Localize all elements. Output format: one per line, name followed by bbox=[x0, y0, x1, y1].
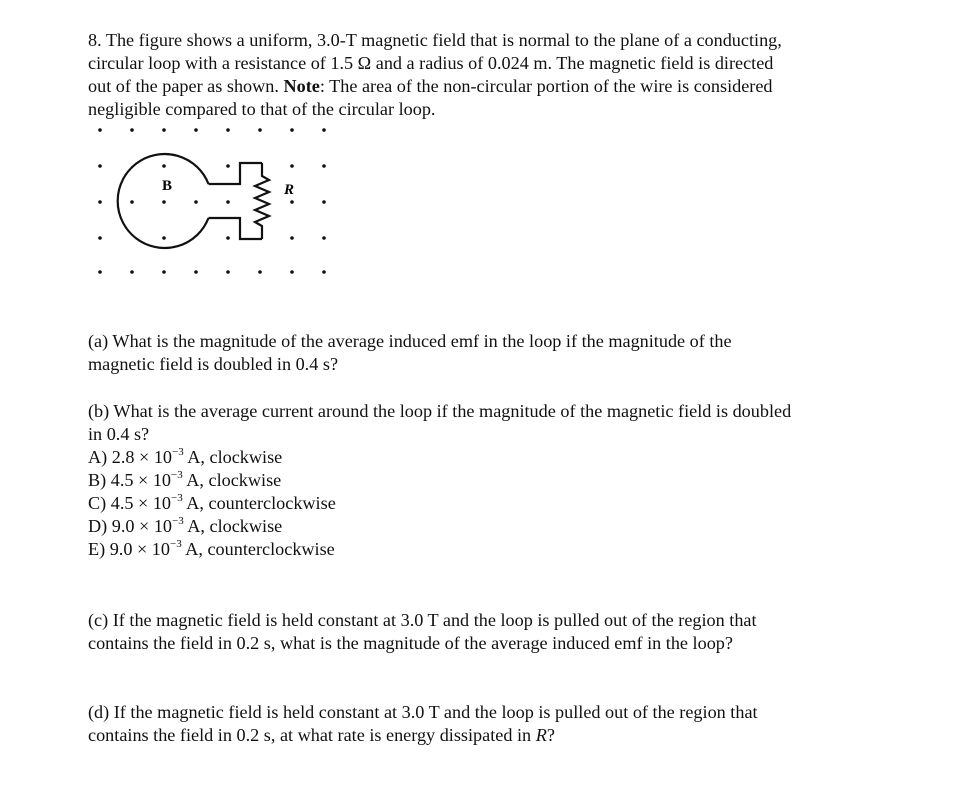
field-dot bbox=[226, 128, 230, 132]
choice-c[interactable] bbox=[88, 492, 888, 515]
field-dot bbox=[290, 200, 294, 204]
intro-line-3 bbox=[88, 75, 888, 98]
field-dot bbox=[98, 164, 102, 168]
resistor-label: R bbox=[284, 182, 295, 198]
field-dot bbox=[226, 164, 230, 168]
lower-lead-wire bbox=[209, 218, 263, 239]
field-dot bbox=[194, 128, 198, 132]
choice-e-value: E) 9.0 × 10 bbox=[88, 539, 170, 559]
choice-c-unit: A, counterclockwise bbox=[182, 493, 336, 513]
question-part-d bbox=[88, 701, 888, 747]
field-dot bbox=[322, 200, 326, 204]
intro-line-2: circular loop with a resistance of 1.5 Ω and a radius of 0.024 m. The magnetic field is directed bbox=[88, 53, 774, 73]
note-label: Note bbox=[283, 76, 320, 96]
field-dot bbox=[258, 128, 262, 132]
choice-e-exponent: −3 bbox=[170, 537, 182, 550]
upper-lead-wire bbox=[209, 163, 263, 184]
field-dot bbox=[290, 164, 294, 168]
field-dot bbox=[130, 128, 134, 132]
field-dot bbox=[322, 270, 326, 274]
field-dot bbox=[322, 128, 326, 132]
choice-e[interactable] bbox=[88, 538, 888, 561]
field-dot bbox=[258, 270, 262, 274]
field-dot bbox=[98, 270, 102, 274]
note-text: : The area of the non-circular portion of the wire is considered bbox=[319, 76, 773, 96]
field-dot bbox=[290, 128, 294, 132]
part-c-line-2: contains the field in 0.2 s, what is the magnitude of the average induced emf in the loop? bbox=[88, 633, 733, 653]
choice-d-unit: A, clockwise bbox=[183, 516, 283, 536]
field-dot bbox=[226, 200, 230, 204]
part-c-line-1: (c) If the magnetic field is held constant at 3.0 T and the loop is pulled out of the region that bbox=[88, 610, 757, 630]
choice-c-value: C) 4.5 × 10 bbox=[88, 493, 172, 513]
field-dot bbox=[162, 128, 166, 132]
choice-a[interactable] bbox=[88, 446, 888, 469]
field-dot bbox=[162, 164, 166, 168]
field-dot bbox=[130, 200, 134, 204]
problem-intro bbox=[88, 29, 888, 121]
field-dot bbox=[322, 164, 326, 168]
field-dot bbox=[226, 236, 230, 240]
field-dot bbox=[194, 200, 198, 204]
choice-d-value: D) 9.0 × 10 bbox=[88, 516, 173, 536]
choice-e-unit: A, counterclockwise bbox=[181, 539, 335, 559]
choice-d[interactable] bbox=[88, 515, 888, 538]
part-d-line-1: (d) If the magnetic field is held constant at 3.0 T and the loop is pulled out of the region that bbox=[88, 702, 758, 722]
resistor-symbol: R bbox=[535, 725, 547, 745]
field-dot bbox=[322, 236, 326, 240]
choice-a-unit: A, clockwise bbox=[183, 447, 283, 467]
field-dot bbox=[162, 200, 166, 204]
field-dot bbox=[162, 236, 166, 240]
choice-b-exponent: −3 bbox=[171, 468, 183, 481]
field-label: B bbox=[162, 178, 173, 194]
field-dot bbox=[98, 128, 102, 132]
choice-b[interactable] bbox=[88, 469, 888, 492]
field-dot bbox=[98, 200, 102, 204]
question-mark: ? bbox=[546, 725, 555, 745]
conducting-loop bbox=[118, 154, 269, 248]
choice-b-value: B) 4.5 × 10 bbox=[88, 470, 172, 490]
magnetic-field-dots bbox=[98, 128, 326, 274]
part-d-line-2 bbox=[88, 724, 888, 747]
choice-a-exponent: −3 bbox=[172, 445, 184, 458]
field-dot bbox=[130, 270, 134, 274]
choice-c-exponent: −3 bbox=[171, 491, 183, 504]
part-b-line-1: (b) What is the average current around the loop if the magnitude of the magnetic field is doubled bbox=[88, 401, 792, 421]
question-part-c bbox=[88, 609, 888, 655]
field-dot bbox=[194, 270, 198, 274]
field-dot bbox=[290, 270, 294, 274]
part-a-line-1: (a) What is the magnitude of the average induced emf in the loop if the magnitude of the bbox=[88, 331, 732, 351]
part-b-line-2: in 0.4 s? bbox=[88, 424, 150, 444]
intro-line-1: 8. The figure shows a uniform, 3.0-T magnetic field that is normal to the plane of a conducting, bbox=[88, 30, 782, 50]
field-dot bbox=[98, 236, 102, 240]
question-part-b bbox=[88, 400, 888, 561]
field-dot bbox=[162, 270, 166, 274]
part-a-line-2: magnetic field is doubled in 0.4 s? bbox=[88, 354, 339, 374]
question-part-a bbox=[88, 330, 888, 376]
magnetic-loop-figure bbox=[80, 122, 340, 287]
choice-b-unit: A, clockwise bbox=[182, 470, 282, 490]
intro-line-3-text: out of the paper as shown. bbox=[88, 76, 279, 96]
part-d-line-2-text: contains the field in 0.2 s, at what rate is energy dissipated in bbox=[88, 725, 536, 745]
resistor-zigzag bbox=[255, 163, 269, 239]
choice-a-value: A) 2.8 × 10 bbox=[88, 447, 173, 467]
intro-line-4: negligible compared to that of the circular loop. bbox=[88, 99, 436, 119]
field-dot bbox=[290, 236, 294, 240]
choice-d-exponent: −3 bbox=[172, 514, 184, 527]
field-dot bbox=[226, 270, 230, 274]
